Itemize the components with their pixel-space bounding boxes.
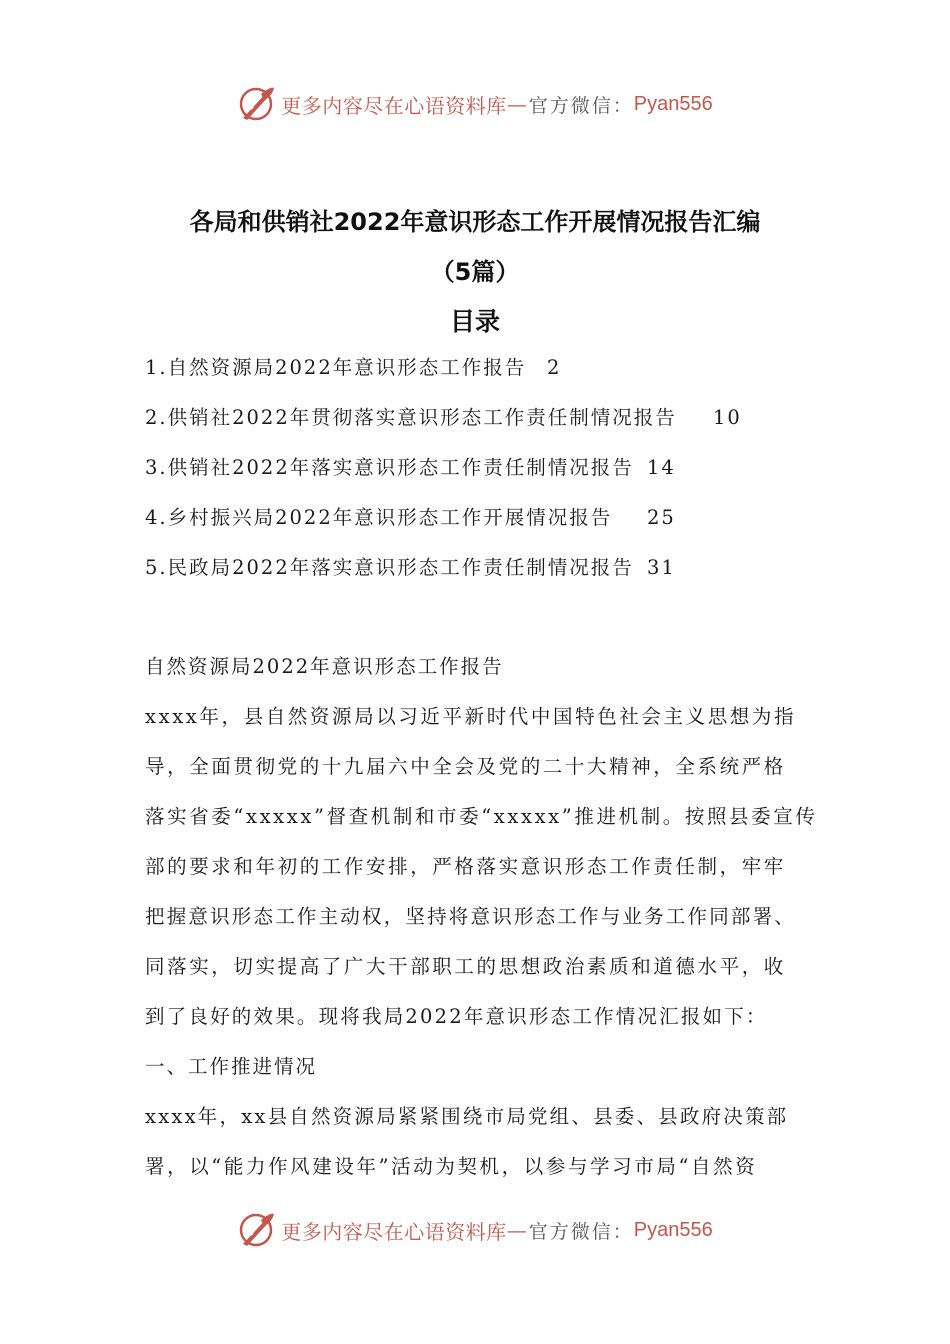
- toc-entry-title: 5.民政局2022年落实意识形态工作责任制情况报告: [145, 556, 634, 579]
- watermark-text: 更多内容尽在心语资料库: [281, 93, 507, 118]
- toc-entry-title: 1.自然资源局2022年意识形态工作报告: [145, 356, 527, 379]
- quill-logo-icon: [237, 1210, 277, 1250]
- paragraph-line: 署，以“能力作风建设年”活动为契机，以参与学习市局“自然资: [145, 1155, 758, 1178]
- watermark-dash: —: [506, 1218, 527, 1242]
- toc-entry-title: 2.供销社2022年贯彻落实意识形态工作责任制情况报告: [145, 406, 677, 429]
- toc-entry[interactable]: [145, 400, 845, 450]
- section-title: 自然资源局2022年意识形态工作报告: [145, 655, 504, 678]
- toc-entry-page: 14: [647, 456, 676, 479]
- section-heading: 一、工作推进情况: [145, 1055, 318, 1078]
- toc-heading: 目录: [449, 307, 500, 336]
- paragraph-line: xxxx年，xx县自然资源局紧紧围绕市局党组、县委、县政府决策部: [145, 1105, 789, 1128]
- paragraph-line: 部的要求和年初的工作安排，严格落实意识形态工作责任制，牢牢: [145, 855, 786, 878]
- paragraph-line: 落实省委“xxxxx”督查机制和市委“xxxxx”推进机制。按照县委宣传: [145, 805, 818, 828]
- watermark-wechat-label: 官方微信：: [528, 1220, 634, 1243]
- watermark-account: Pyan556: [633, 1218, 713, 1241]
- toc-entry[interactable]: [145, 350, 845, 400]
- paragraph-line: 导，全面贯彻党的十九届六中全会及党的二十大精神，全系统严格: [145, 755, 786, 778]
- document-title: 各局和供销社2022年意识形态工作开展情况报告汇编: [189, 208, 761, 236]
- watermark-text: 更多内容尽在心语资料库: [281, 1219, 507, 1244]
- watermark-banner-bottom: [0, 1206, 950, 1254]
- watermark-dash: —: [506, 92, 527, 116]
- paragraph-line: 把握意识形态工作主动权，坚持将意识形态工作与业务工作同部署、: [145, 905, 797, 928]
- document-body: [145, 648, 818, 1198]
- toc-entry-page: 2: [547, 356, 562, 379]
- table-of-contents: [145, 350, 845, 600]
- toc-entry-page: 10: [713, 406, 742, 429]
- paragraph-line: 到了良好的效果。现将我局2022年意识形态工作情况汇报如下：: [145, 1005, 768, 1028]
- paragraph-line: 同落实，切实提高了广大干部职工的思想政治素质和道德水平，收: [145, 955, 786, 978]
- document-subtitle: （5篇）: [430, 258, 520, 286]
- toc-entry-page: 31: [647, 556, 676, 579]
- watermark-account: Pyan556: [633, 92, 713, 115]
- toc-entry-page: 25: [647, 506, 676, 529]
- quill-logo-icon: [237, 84, 277, 124]
- watermark-banner-top: [0, 80, 950, 128]
- toc-entry[interactable]: [145, 550, 845, 600]
- toc-entry-title: 4.乡村振兴局2022年意识形态工作开展情况报告: [145, 506, 613, 529]
- toc-entry-title: 3.供销社2022年落实意识形态工作责任制情况报告: [145, 456, 634, 479]
- watermark-wechat-label: 官方微信：: [528, 94, 634, 117]
- toc-entry[interactable]: [145, 500, 845, 550]
- paragraph-line: xxxx年，县自然资源局以习近平新时代中国特色社会主义思想为指: [145, 705, 797, 728]
- toc-entry[interactable]: [145, 450, 845, 500]
